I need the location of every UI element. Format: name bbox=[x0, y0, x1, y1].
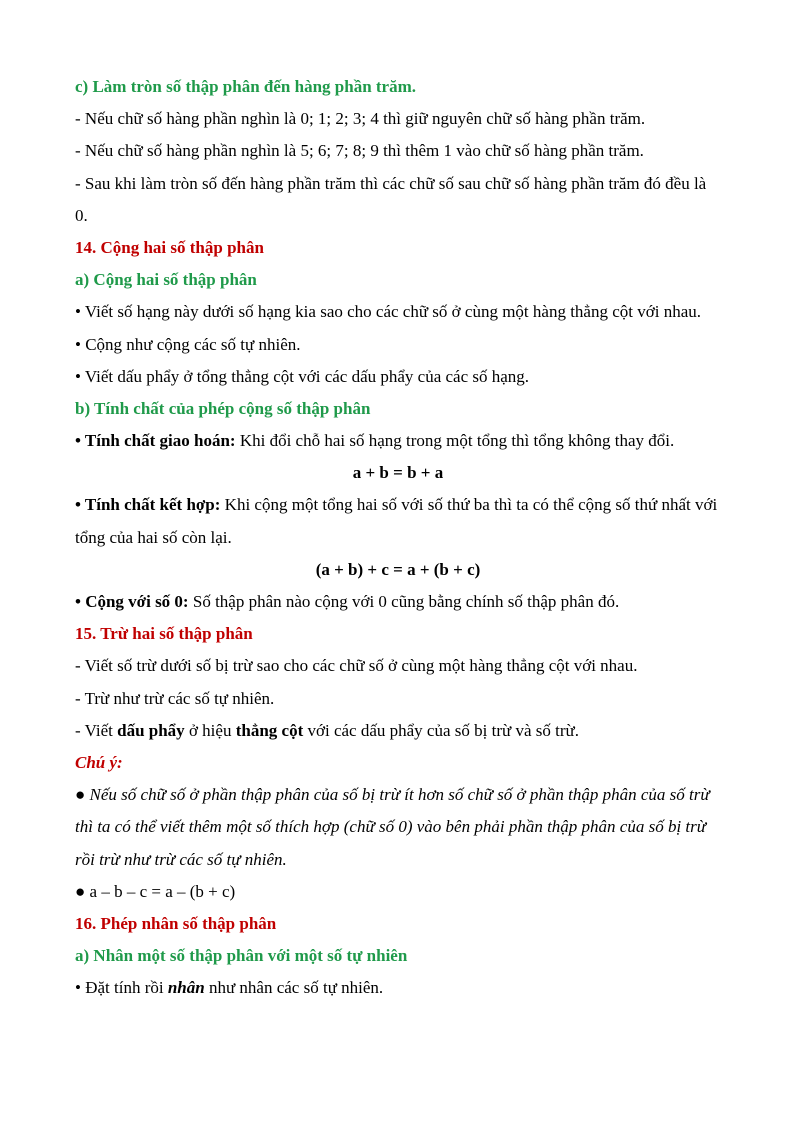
section-14b-heading: b) Tính chất của phép cộng số thập phân bbox=[75, 398, 371, 418]
commutative-property bbox=[75, 425, 721, 457]
commutative-formula: a + b = b + a bbox=[352, 463, 444, 483]
section-13c-heading: c) Làm tròn số thập phân đến hàng phần trăm. bbox=[75, 77, 417, 96]
section-15-heading: 15. Trừ hai số thập phân bbox=[75, 624, 253, 644]
rule-round-down: - Nếu chữ số hàng phần nghìn là 0; 1; 2; 3; 4 thì giữ nguyên chữ số hàng phần trăm. bbox=[75, 109, 646, 129]
rule-trailing-zero: - Sau khi làm tròn số đến hàng phần trăm thì các chữ số sau chữ số hàng phần trăm đó đều là 0. bbox=[75, 173, 707, 225]
step3-part-1: - Viết bbox=[75, 720, 118, 740]
zero-label: • Cộng với số 0: bbox=[75, 592, 189, 612]
subtraction-step-1: - Viết số trừ dưới số bị trừ sao cho các chữ số ở cùng một hàng thẳng cột với nhau. bbox=[75, 656, 638, 676]
commutative-label: • Tính chất giao hoán: bbox=[75, 431, 236, 451]
note-formula: ● a – b – c = a – (b + c) bbox=[75, 881, 236, 901]
subtraction-step-2: - Trừ như trừ các số tự nhiên. bbox=[75, 688, 275, 708]
document-page bbox=[75, 71, 721, 1005]
commutative-text: Khi đổi chỗ hai số hạng trong một tổng thì tổng không thay đổi. bbox=[235, 431, 675, 451]
step3-part-2: ở hiệu bbox=[184, 720, 236, 740]
mult-emphasis: nhân bbox=[167, 978, 205, 998]
mult-part-2: như nhân các số tự nhiên. bbox=[204, 978, 384, 998]
step3-emphasis-comma: dấu phẩy bbox=[117, 720, 185, 740]
associative-property bbox=[75, 489, 721, 553]
associative-formula: (a + b) + c = a + (b + c) bbox=[315, 559, 481, 579]
addition-step-1: • Viết số hạng này dưới số hạng kia sao cho các chữ số ở cùng một hàng thẳng cột với nhau. bbox=[75, 302, 701, 322]
zero-property bbox=[75, 586, 721, 618]
note-label: Chú ý: bbox=[75, 753, 123, 773]
addition-step-2: • Cộng như cộng các số tự nhiên. bbox=[75, 334, 301, 354]
step3-emphasis-column: thẳng cột bbox=[235, 720, 304, 740]
associative-label: • Tính chất kết hợp: bbox=[75, 495, 221, 515]
addition-step-3: • Viết dấu phẩy ở tổng thẳng cột với các dấu phẩy của các số hạng. bbox=[75, 366, 530, 386]
section-16-heading: 16. Phép nhân số thập phân bbox=[75, 914, 277, 933]
multiplication-step-1 bbox=[75, 972, 721, 1004]
associative-text: Khi cộng một tổng hai số với số thứ ba thì ta có thể cộng số thứ nhất với tổng của hai số còn lại. bbox=[75, 495, 718, 547]
note-text: ● Nếu số chữ số ở phần thập phân của số bị trừ ít hơn số chữ số ở phần thập phân của số trừ thì ta có thể viết thêm một số thích hợp (chữ số 0) vào bên phải phần thập phân của số bị trừ rồi trừ như trừ các số tự nhiên. bbox=[75, 785, 710, 869]
step3-part-3: với các dấu phẩy của số bị trừ và số trừ. bbox=[303, 720, 579, 740]
zero-text: Số thập phân nào cộng với 0 cũng bằng chính số thập phân đó. bbox=[188, 592, 620, 612]
mult-part-1: • Đặt tính rồi bbox=[75, 978, 168, 998]
section-16a-heading: a) Nhân một số thập phân với một số tự nhiên bbox=[75, 946, 408, 966]
section-14-heading: 14. Cộng hai số thập phân bbox=[75, 237, 264, 257]
section-14a-heading: a) Cộng hai số thập phân bbox=[75, 270, 257, 290]
rule-round-up: - Nếu chữ số hàng phần nghìn là 5; 6; 7; 8; 9 thì thêm 1 vào chữ số hàng phần trăm. bbox=[75, 141, 644, 161]
subtraction-step-3 bbox=[75, 715, 721, 747]
